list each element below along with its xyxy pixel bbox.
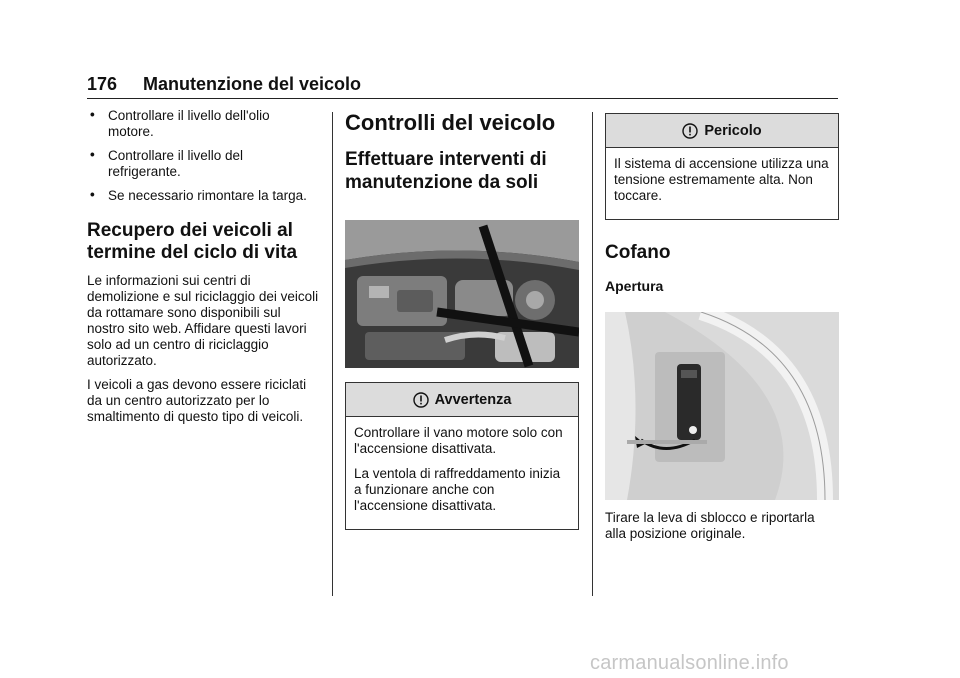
recycling-paragraph-2: I veicoli a gas devono essere riciclati da un centro autorizzato per lo smaltimento di questo tipo di veicoli. [87, 377, 307, 424]
column-right [605, 113, 839, 550]
list-item: • Controllare il livello dell'olio motore. [90, 107, 270, 139]
danger-header [606, 114, 838, 148]
warning-box [345, 382, 579, 530]
warning-label: Avvertenza [434, 391, 512, 408]
warning-text-1: Controllare il vano motore solo con l'accensione disattivata. [354, 425, 563, 456]
warning-header [346, 383, 578, 417]
opening-subheading: Apertura [605, 278, 664, 294]
page-header [87, 72, 838, 99]
danger-text: Il sistema di accensione utilizza una tensione estremamente alta. Non toccare. [614, 156, 829, 203]
danger-box [605, 113, 839, 220]
page-number: 176 [87, 74, 118, 94]
column-divider [332, 112, 333, 596]
warning-icon [682, 123, 698, 139]
section-subtitle: Effettuare interventi di manutenzione da soli [345, 149, 547, 193]
bullet: • [90, 187, 95, 202]
column-middle [345, 110, 579, 530]
list-item: • Controllare il livello del refrigerante. [90, 147, 244, 179]
danger-label: Pericolo [704, 122, 762, 139]
hood-release-illustration [605, 312, 839, 500]
column-left [87, 108, 319, 433]
warning-body [346, 417, 578, 529]
list-item: • Se necessario rimontare la targa. [90, 187, 307, 203]
column-divider [592, 112, 593, 596]
hood-heading: Cofano [605, 242, 671, 263]
recycling-heading: Recupero dei veicoli al termine del ciclo di vita [87, 220, 298, 263]
danger-body [606, 148, 838, 219]
recycling-paragraph-1: Le informazioni sui centri di demolizione e sul riciclaggio dei veicoli da rottamare sono disponibili sul nostro sito web. Affidare questi lavori solo ad un centro di riciclaggio autorizzato. [87, 273, 319, 368]
warning-icon [413, 392, 429, 408]
section-title: Manutenzione del veicolo [143, 74, 362, 94]
warning-text-2: La ventola di raffreddamento inizia a funzionare anche con l'accensione disattivata. [354, 466, 561, 513]
watermark: carmanualsonline.info [590, 652, 789, 674]
chapter-title: Controlli del veicolo [345, 110, 556, 135]
hood-caption: Tirare la leva di sblocco e riportarla alla posizione originale. [605, 510, 815, 541]
bullet: • [90, 107, 95, 122]
engine-bay-illustration [345, 220, 579, 368]
bullet: • [90, 147, 95, 162]
